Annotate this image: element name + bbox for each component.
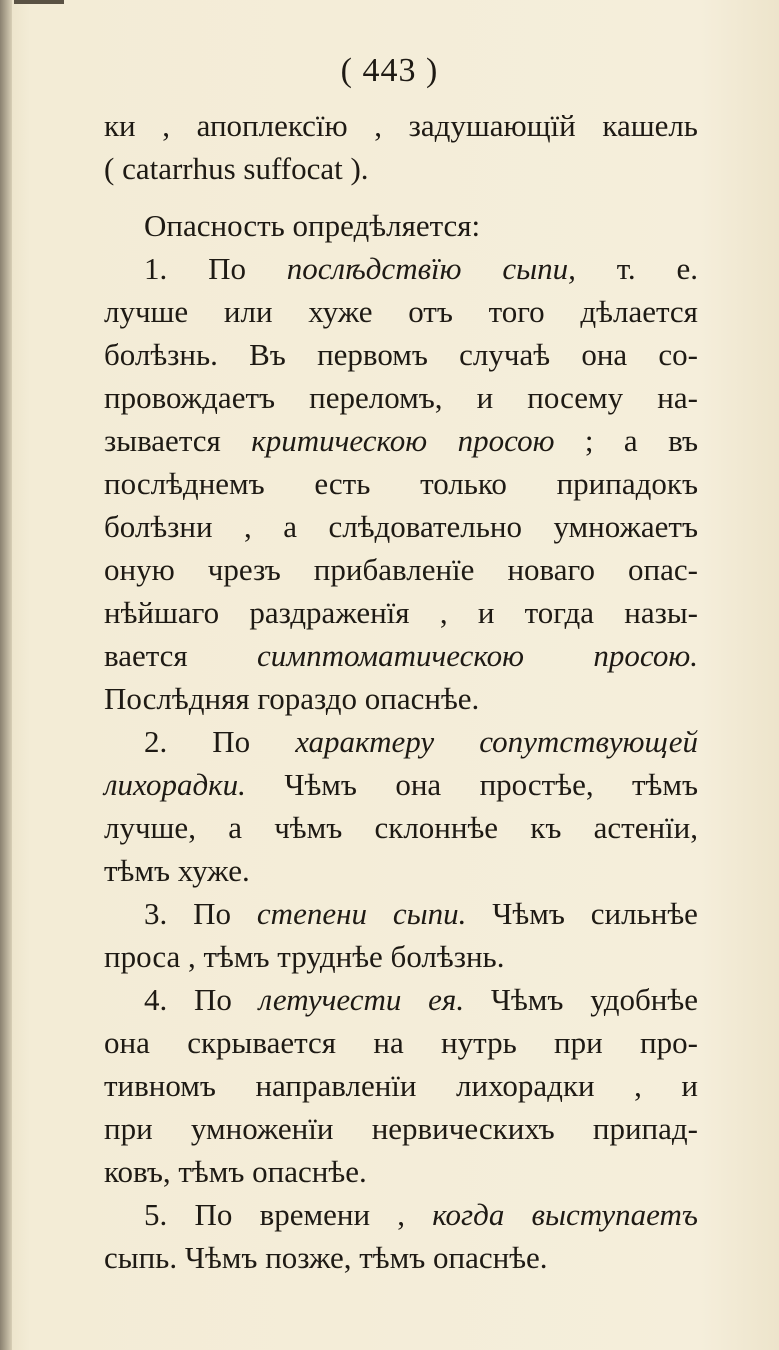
text-line: послѣднемъ есть только припадокъ (104, 466, 698, 501)
text-line: тѣмъ хуже. (104, 853, 250, 888)
text-line: 3. По степени сыпи. Чѣмъ сильнѣе (144, 896, 698, 931)
text-line: 4. По летучести ея. Чѣмъ удобнѣе (144, 982, 698, 1017)
body-text (104, 104, 698, 1279)
text-line: при умноженїи нервическихъ припад- (104, 1111, 698, 1146)
text-line: 1. По послѣдствїю сыпи, т. е. (144, 251, 698, 286)
text-line: нѣйшаго раздраженїя , и тогда назы- (104, 595, 698, 630)
text-line: зывается критическою просою ; а въ (104, 423, 698, 458)
text-line: 2. По характеру сопутствующей (144, 724, 698, 759)
text-line: провождаетъ переломъ, и посему на- (104, 380, 698, 415)
text-line: тивномъ направленїи лихорадки , и (104, 1068, 698, 1103)
text-line: лихорадки. Чѣмъ она простѣе, тѣмъ (104, 767, 698, 802)
text-line: болѣзни , а слѣдовательно умножаетъ (104, 509, 698, 544)
text-line: сыпь. Чѣмъ позже, тѣмъ опаснѣе. (104, 1240, 548, 1275)
text-line: ковъ, тѣмъ опаснѣе. (104, 1154, 367, 1189)
text-line: она скрывается на нутрь при про- (104, 1025, 698, 1060)
text-line: лучше или хуже отъ того дѣлается (104, 294, 698, 329)
text-line: Послѣдняя гораздо опаснѣе. (104, 681, 480, 716)
text-line: лучше, а чѣмъ склоннѣе къ астенїи, (104, 810, 698, 845)
text-line: ( catarrhus suffocat ). (104, 151, 369, 186)
text-line: вается симптоматическою просою. (104, 638, 698, 673)
page-corner-mark (14, 0, 64, 4)
text-line: ки , апоплексїю , задушающїй кашель (104, 108, 698, 143)
page-binding-edge (0, 0, 12, 1350)
text-line: Опасность опредѣляется: (144, 208, 481, 243)
text-line: болѣзнь. Въ первомъ случаѣ она со- (104, 337, 698, 372)
text-line: 5. По времени , когда выступаетъ (144, 1197, 698, 1232)
text-line: оную чрезъ прибавленїе новаго опас- (104, 552, 698, 587)
text-line: проса , тѣмъ труднѣе болѣзнь. (104, 939, 505, 974)
page-number: ( 443 ) (340, 52, 439, 89)
